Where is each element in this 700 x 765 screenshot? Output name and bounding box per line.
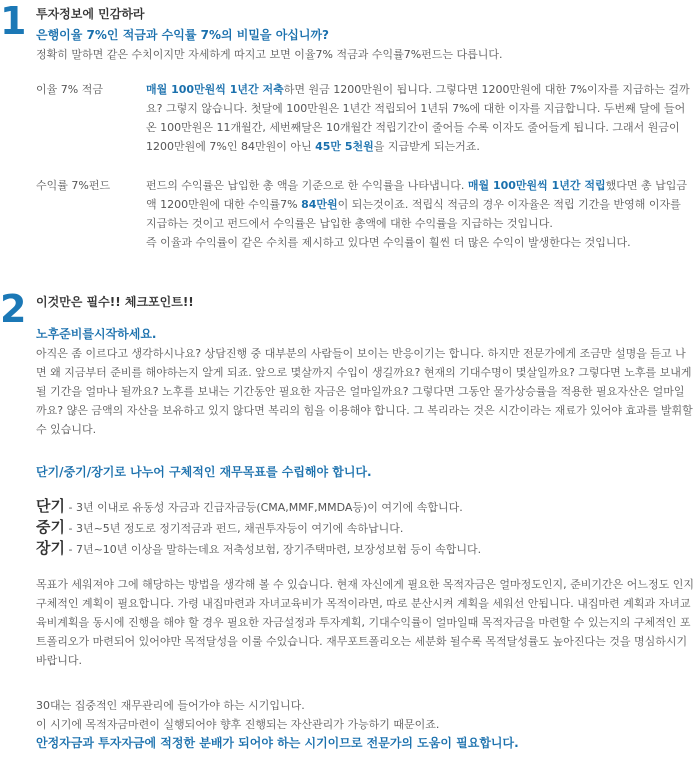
fund-summary: 즉 이율과 수익률이 같은 수치를 제시하고 있다면 수익률이 훨씬 더 많은 수익이 발생한다는 것입니다. bbox=[146, 236, 631, 249]
deposit-text: 하면 원금 1200만원이 됩니다. 그렇다면 1200만원에 대한 7%이자를 지급하는 걸까요? 그렇지 않습니다. 첫달에 100만원은 1년간 적립되어 1년뒤 7%에 대한 이자를 지급합니다. 두번째 달에 들어온 100만원은 11개월간, 세번째달은 10개월간 적립기간이 줄어들 수록 이자도 줄어들게 됩니다. 그래서 원금이 1200만원에 7%인 84만원이 아닌 bbox=[146, 83, 690, 153]
fund-body bbox=[146, 176, 694, 252]
intro-text: 정확히 말하면 같은 수치이지만 자세하게 따지고 보면 이율7% 적금과 수익률7%펀드는 다릅니다. bbox=[36, 48, 503, 61]
term-list bbox=[36, 496, 694, 559]
section-number: 1 bbox=[0, 0, 27, 43]
fund-highlight: 매월 100만원씩 1년간 적립 bbox=[467, 179, 606, 192]
deposit-row bbox=[36, 80, 694, 160]
retire-text: 아직은 좀 이르다고 생각하시나요? 상담진행 중 대부분의 사람들이 보이는 반응이기는 합니다. 하지만 전문가에게 조금만 설명을 듣고 나면 왜 지금부터 준비를 해야하는지 알게 되죠. 앞으로 몇살까지 수입이 생길까요? 현재의 기대수명이 몇살일까요? 그렇다면 노후를 보내게 될 기간을 얼마나 될까요? 노후를 보내는 기간동안 필요한 자금은 얼마일까요? 그렇다면 그동안 물가상승률을 적용한 필요자산은 얼마일까요? 얂은 금액의 자산을 보유하고 있지 않다면 복리의 힘을 이용해야 합니다. 그 복리라는 것은 시간이라는 재료가 있어야 효과를 발휘할 수 있습니다. bbox=[36, 347, 693, 436]
term-desc: - 3년~5년 정도로 정기적금과 펀드, 채권투자등이 여기에 속하납니다. bbox=[64, 522, 404, 535]
retire-title: 노후준비를시작하세요. bbox=[36, 327, 157, 341]
deposit-highlight-2: 45만 5천원 bbox=[315, 140, 374, 153]
section-2 bbox=[0, 287, 700, 765]
fund-text-start: 펀드의 수익률은 납입한 총 액을 기준으로 한 수익률을 나타냅니다. bbox=[146, 179, 468, 192]
fund-row bbox=[36, 176, 694, 256]
section-heading: 투자정보에 민감하라 bbox=[36, 7, 145, 21]
fund-text-rest: 이 되는것이죠. 적립식 적금의 경우 이자율은 적립 기간을 반영해 이자를 지급하는 것이고 펀드에서 수익률은 납입한 총액에 대한 수익률을 지급하는 것입니다. bbox=[146, 198, 681, 230]
fund-text-mid: 했다면 총 납입금액 1200만원에 대한 수익률7% bbox=[146, 179, 687, 211]
question-title: 은행이율 7%인 적금과 수익률 7%의 비밀을 아십니까? bbox=[36, 28, 330, 42]
fund-highlight-2: 84만원 bbox=[301, 198, 338, 211]
term-label: 장기 bbox=[36, 539, 65, 557]
term-label: 중기 bbox=[36, 518, 65, 536]
goal-text: 목표가 세워져야 그에 해당하는 방법을 생각해 볼 수 있습니다. 현재 자신에게 필요한 목적자금은 얼마정도인지, 준비기간은 어느정도 인지 구체적인 계획이 필요합니다. 가령 내집마련과 자녀교육비가 목적이라면, 따로 분산시켜 계획을 세워선 안됩니다. 내집마련 계획과 자녀교육비계획을 동시에 진행을 해야 할 경우 필요한 자금설정과 투자계획, 기대수익률이 얼마일때 목적자금을 마련할 수 있는지의 구체적인 포트폴리오가 마련되어 있어야만 목적달성을 이룰 수있습니다. 재무포트폴리오는 세분화 될수록 목적달성률도 높아진다는 것을 명심하시기 바랍니다. bbox=[36, 578, 694, 667]
deposit-label: 이율 7% 적금 bbox=[36, 83, 103, 96]
term-long bbox=[36, 538, 694, 559]
term-short bbox=[36, 496, 694, 517]
section-heading: 이것만은 필수!! 체크포인트!! bbox=[36, 295, 194, 309]
section-1 bbox=[0, 0, 700, 270]
term-mid bbox=[36, 517, 694, 538]
fund-label: 수익률 7%펀드 bbox=[36, 179, 111, 192]
section-number: 2 bbox=[0, 287, 27, 331]
deposit-highlight: 매월 100만원씩 1년간 저축 bbox=[146, 83, 284, 96]
term-desc: - 3년 이내로 유동성 자금과 긴급자금등(CMA,MMF,MMDA등)이 여기에 속합니다. bbox=[64, 501, 463, 514]
term-desc: - 7년~10년 이상을 말하는데요 저축성보험, 장기주택마련, 보장성보험 등이 속합니다. bbox=[64, 543, 482, 556]
term-label: 단기 bbox=[36, 497, 65, 515]
plan-title: 단기/중기/장기로 나누어 구체적인 재무목표를 수립해야 합니다. bbox=[36, 465, 372, 479]
deposit-body bbox=[146, 80, 694, 156]
thirties-3: 안정자금과 투자자금에 적정한 분배가 되어야 하는 시기이므로 전문가의 도움이 필요합니다. bbox=[36, 736, 519, 750]
thirties-1: 30대는 집중적인 재무관리에 들어가야 하는 시기입니다. bbox=[36, 699, 305, 712]
thirties-2: 이 시기에 목적자금마련이 실행되어야 향후 진행되는 자산관리가 가능하기 때문이죠. bbox=[36, 718, 440, 731]
deposit-tail: 을 지급받게 되는거죠. bbox=[373, 140, 480, 153]
